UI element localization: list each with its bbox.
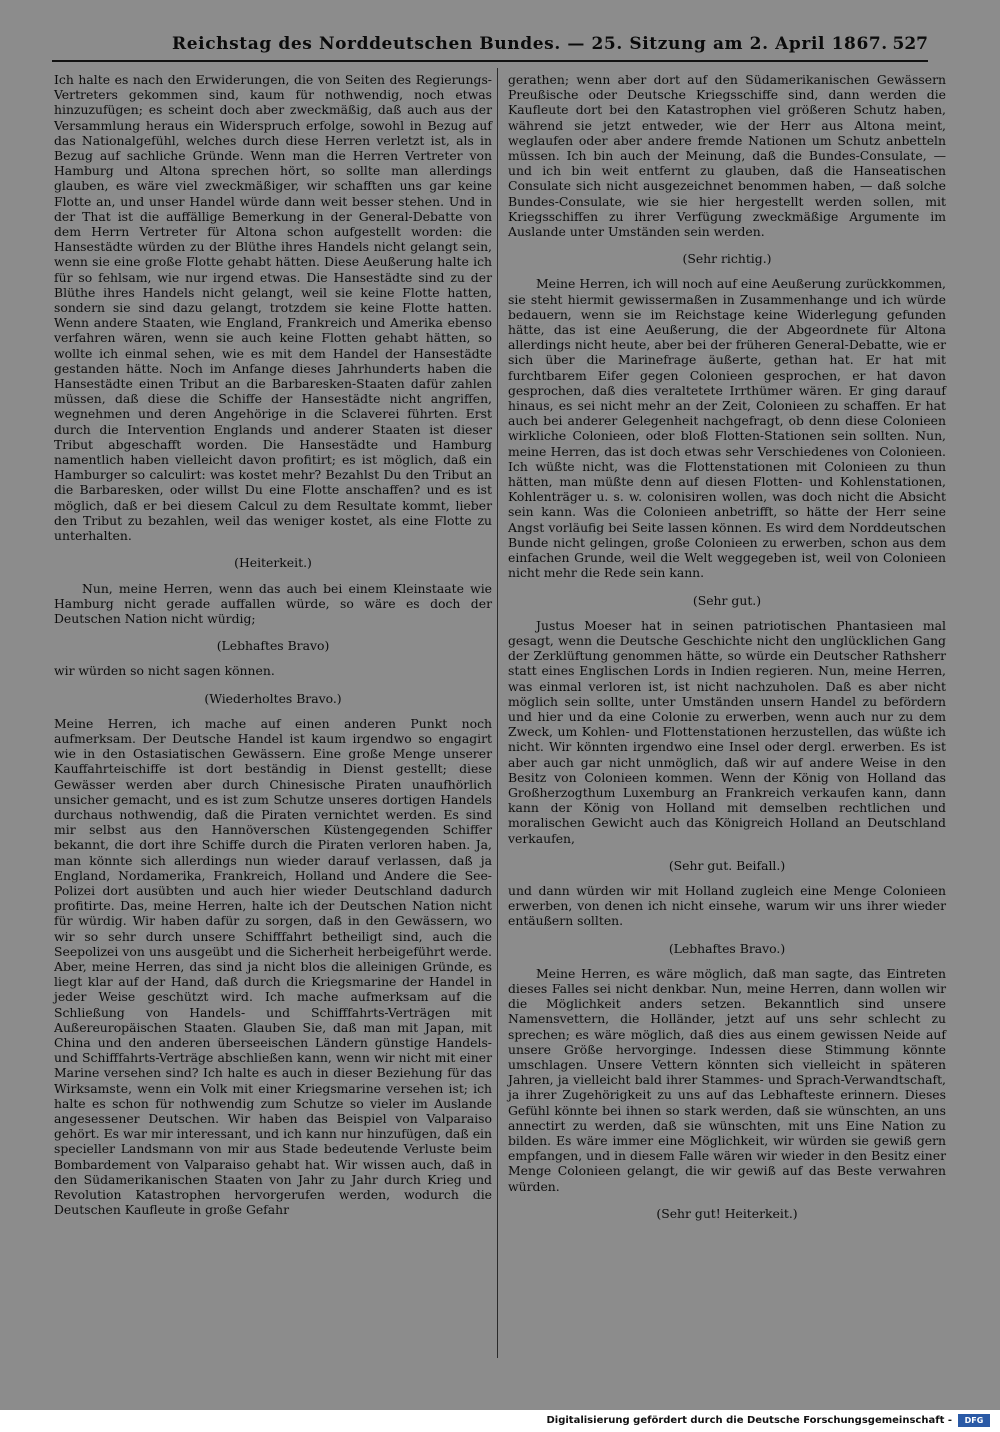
interjection: (Heiterkeit.) <box>234 555 312 571</box>
paragraph: wir würden so nicht sagen können. <box>54 663 275 679</box>
interjection: (Sehr richtig.) <box>682 251 772 267</box>
interjection: (Wiederholtes Bravo.) <box>204 690 342 706</box>
paragraph: Meine Herren, ich will noch auf eine Aeußerung zurückkommen, sie steht hiermit gewissermaßen in Zusammenhange und ich würde bedauern, wenn sie im Reichstage keine Widerlegung gefunden hätte, das ist eine Aeußerung, die der Abgeordnete für Altona allerdings nicht heute, aber bei der früheren General-Debatte, wie er sich über die Marinefrage äußerte, gethan hat. Er hat mit furchtbarem Eifer gegen Colonieen gesprochen, er hat davon gesprochen, daß dies veraltetete Irrthümer wären. Er ging darauf hinaus, es sei nicht mehr an der Zeit, Colonieen zu schaffen. Er hat auch bei anderer Gelegenheit nachgefragt, ob denn diese Colonieen wirkliche Colonieen, oder bloß Flotten-Stationen sein sollten. Nun, meine Herren, das ist doch etwas sehr Verschiedenes von Colonieen. Ich wüßte nicht, was die Flottenstationen mit Colonieen zu thun hätten, man müßte denn auf diesen Flotten- und Kohlenstationen, Kohlenträger u. s. w. colonisiren wollen, was doch nicht die Absicht sein kann. Was die Colonieen anbetrifft, so hätte der Herr seine Angst vorläufig bei Seite lassen können. Es wird dem Norddeutschen Bunde nicht gelingen, große Colonieen zu erwerben, schon aus dem einfachen Grunde, weil die Welt weggegeben ist, weil von Colonieen nicht mehr die Rede sein kann. <box>508 276 946 581</box>
interjection: (Lebhaftes Bravo) <box>216 638 330 654</box>
dfg-logo: DFG <box>958 1414 990 1427</box>
interjection: (Lebhaftes Bravo.) <box>668 940 786 956</box>
interjection: (Sehr gut! Heiterkeit.) <box>656 1205 798 1221</box>
paragraph: Meine Herren, ich mache auf einen anderen Punkt noch aufmerksam. Der Deutsche Handel ist kaum irgendwo so engagirt wie in den Ostasiatischen Gewässern. Eine große Menge unserer Kauffahrteischiffe ist dort beständig in Dienst gestellt; diese Gewässer werden aber durch Chinesische Piraten unaufhörlich unsicher gemacht, und es ist zum Schutze unseres dortigen Handels durchaus nothwendig, daß die Piraten vernichtet werden. Es sind mir selbst aus den Hannöverschen Küstengegenden Schiffer bekannt, die dort ihre Schiffe durch die Piraten verloren haben. Ja, man könnte sich allerdings nun wieder darauf verlassen, daß ja England, Nordamerika, Frankreich, Holland und Andere die See-Polizei dort ausübten und auch hier wieder Deutschland dadurch profitirte. Das, meine Herren, halte ich der Deutschen Nation nicht für würdig. Wir haben dafür zu sorgen, daß in den Gewässern, wo wir so sehr durch unsere Schifffahrt betheiligt sind, auch die Seepolizei von uns ausgeübt und die Sicherheit herbeigeführt werde. Aber, meine Herren, das sind ja nicht blos die alleinigen Gründe, es liegt klar auf der Hand, daß durch die Kriegsmarine der Handel in jeder Weise geschützt wird. Ich mache aufmerksam auf die Schließung von Handels- und Schifffahrts-Verträgen mit Außereuropäischen Staaten. Glauben Sie, daß man mit Japan, mit China und den anderen überseeischen Ländern günstige Handels- und Schifffahrts-Verträge abschließen kann, wenn wir nicht mit einer Marine versehen sind? Ich halte es auch in dieser Beziehung für das Wirksamste, wenn ein Volk mit einer Kriegsmarine versehen ist; ich halte es schon für nothwendig zum Schutze so vieler im Auslande angesessener Deutschen. Wir haben das Beispiel von Valparaiso gehört. Es war mir interessant, und ich kann nur hinzufügen, daß ein specieller Landsmann von mir aus Stade bedeutende Verluste beim Bombardement von Valparaiso gehabt hat. Wir wissen auch, daß in den Südamerikanischen Staaten von Jahr zu Jahr durch Krieg und Revolution Katastrophen hervorgerufen werden, wodurch die Deutschen Kaufleute in große Gefahr <box>54 715 492 1218</box>
paragraph: gerathen; wenn aber dort auf den Südamerikanischen Gewässern Preußische oder Deutsche Kriegsschiffe sind, dann werden die Kaufleute dort bei den Katastrophen viel größeren Schutz haben, während sie jetzt entweder, wie der Herr aus Altona meint, weglaufen oder aber andere fremde Nationen um Schutz anbetteln müssen. Ich bin auch der Meinung, daß die Bundes-Consulate, — und ich bin weit entfernt zu glauben, daß die Hanseatischen Consulate sich nicht ausgezeichnet benommen haben, — daß solche Bundes-Consulate, wie sie hier hergestellt werden sollen, mit Kriegsschiffen zu ihrer Verfügung zweckmäßige Argumente im Auslande unter Umständen sein werden. <box>508 72 946 240</box>
column-divider <box>497 68 498 1358</box>
paragraph: Ich halte es nach den Erwiderungen, die von Seiten des Regierungs-Vertreters gekommen sind, kaum für nothwendig, noch etwas hinzuzufügen; es scheint doch aber zweckmäßig, daß auch aus der Versammlung heraus ein Widerspruch erfolge, sowohl in Bezug auf das Nationalgefühl, welches durch diese Herren verletzt ist, als in Bezug auf sachliche Gründe. Wenn man die Herren Vertreter von Hamburg und Altona sprechen hört, so sollte man allerdings glauben, es wäre viel zweckmäßiger, wir schafften uns gar keine Flotte an, und unser Handel würde dann weit besser stehen. Und in der That ist die auffällige Bemerkung in der General-Debatte von dem Herrn Vertreter für Altona schon aufgestellt worden: die Hansestädte würden zu der Blüthe ihres Handels nicht gelangt sein, wenn sie eine große Flotte gehabt hätten. Diese Aeußerung halte ich für so fehlsam, wie nur irgend etwas. Die Hansestädte sind zu der Blüthe ihres Handels nicht gelangt, weil sie keine Flotte hatten, sondern sie sind dazu gelangt, trotzdem sie keine Flotte hatten. Wenn andere Staaten, wie England, Frankreich und Amerika ebenso verfahren wären, wenn sie auch keine Flotten gehabt hätten, so wollte ich einmal sehen, wie es mit dem Handel der Hansestädte gestanden hätte. Noch im Anfange dieses Jahrhunderts haben die Hansestädte einen Tribut an die Barbaresken-Staaten dafür zahlen müssen, daß diese die Schiffe der Hansestädte nicht angriffen, wegnehmen und deren Angehörige in die Sclaverei führten. Erst durch die Intervention Englands und anderer Staaten ist dieser Tribut abgeschafft worden. Die Hansestädte und Hamburg namentlich haben vielleicht davon profitirt; es ist möglich, daß ein Hamburger so calculirt: was kostet mehr? Bezahlst Du den Tribut an die Barbaresken, oder willst Du eine Flotte anschaffen? und es ist möglich, daß er bei diesem Calcul zu dem Resultate kommt, lieber den Tribut zu bezahlen, weil das weniger kostet, als eine Flotte zu unterhalten. <box>54 72 492 544</box>
header-title: Reichstag des Norddeutschen Bundes. — 25. Sitzung am 2. April 1867. <box>172 34 888 54</box>
interjection: (Sehr gut. Beifall.) <box>668 857 786 873</box>
paragraph: und dann würden wir mit Holland zugleich eine Menge Colonieen erwerben, von denen ich nicht einsehe, warum wir uns ihrer wieder entäußern sollten. <box>508 882 946 929</box>
funding-notice: Digitalisierung gefördert durch die Deutsche Forschungsgemeinschaft - <box>546 1415 952 1426</box>
page-number: 527 <box>892 34 928 54</box>
paragraph: Meine Herren, es wäre möglich, daß man sagte, das Eintreten dieses Falles sei nicht denkbar. Nun, meine Herren, dann wollen wir die Möglichkeit anders setzen. Bekanntlich sind unsere Namensvettern, die Holländer, jetzt auf uns sehr schlecht zu sprechen; es wäre möglich, daß dies aus einem gewissen Neide auf unsere Größe hervorginge. Indessen diese Stimmung könnte umschlagen. Unsere Vettern könnten sich vielleicht in späteren Jahren, ja vielleicht bald ihrer Stammes- und Sprach-Verwandtschaft, ja ihrer Zugehörigkeit zu uns auf das Lebhafteste erinnern. Dieses Gefühl könnte bei ihnen so stark werden, daß sie wünschten, an uns annectirt zu werden, daß sie wünschten, mit uns Eine Nation zu bilden. Es wäre immer eine Möglichkeit, wir würden sie gewiß gern empfangen, und in diesem Falle wären wir wieder in den Besitz einer Menge Colonieen gelangt, die wir gewiß auf das Beste verwahren würden. <box>508 965 946 1194</box>
page-header <box>52 32 928 62</box>
paragraph: Justus Moeser hat in seinen patriotischen Phantasieen mal gesagt, wenn die Deutsche Geschichte nicht den unglücklichen Gang der Zerklüftung genommen hätte, so würde ein Deutscher Rathsherr statt eines Englischen Lords in Indien regieren. Nun, meine Herren, was einmal verloren ist, ist nicht nachzuholen. Daß es aber nicht möglich sein sollte, unter Umständen unsern Handel zu befördern und hier und da eine Colonie zu erwerben, wenn auch nur zu dem Zweck, um Kohlen- und Flottenstationen herzustellen, das wüßte ich nicht. Wir könnten irgendwo eine Insel oder dergl. erwerben. Es ist aber auch gar nicht unmöglich, daß wir auf andere Weise in den Besitz von Colonieen kommen. Wenn der König von Holland das Großherzogthum Luxemburg an Frankreich verkaufen kann, dann kann der König von Holland mit demselben rechtlichen und moralischen Gewicht auch das Königreich Holland an Deutschland verkaufen, <box>508 617 946 846</box>
interjection: (Sehr gut.) <box>692 592 762 608</box>
right-column <box>508 72 946 1231</box>
paragraph: Nun, meine Herren, wenn das auch bei einem Kleinstaate wie Hamburg nicht gerade auffallen würde, so wäre es doch der Deutschen Nation nicht würdig; <box>54 580 492 626</box>
footer-bar <box>0 1410 1000 1432</box>
left-column <box>54 72 492 1217</box>
